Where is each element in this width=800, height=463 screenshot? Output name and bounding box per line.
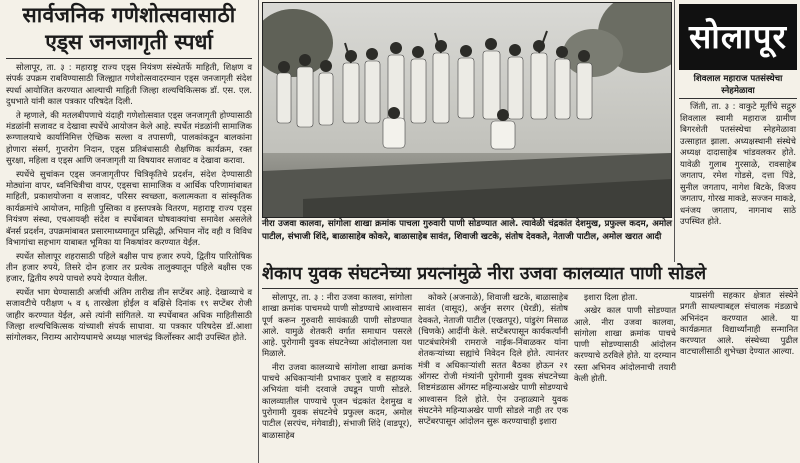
main-article-column-2 [418, 292, 568, 430]
paragraph: इशारा दिला होता. [584, 292, 638, 302]
paragraph: ते म्हणाले, की मतलबीपणाचे यंदाही गणेशोत्सवात एड्स जनजागृती होण्यासाठी मंडळांनी सजावट व देखावा स्पर्धेचे आयोजन केले आहे. स्पर्धेत मंडळांनी सामाजिक रूग्णालयाचे कार्यानिमित्त ऐच्छिक सल्ला व तपासणी, पालकांकडून बालकांना होणारा संसर्ग, गुप्तरोग निदान, एड्स प्रतिबंधासाठी शैक्षणिक कार्यक्रम, रक्त सुरक्षा, महिला व एड्स आणि जनजागृती या विषयावर सजावट व देखावा करावा. [6, 109, 252, 166]
right-article-headline: शिवलाल महाराज पतसंस्थेचा स्नेहमेळावा [679, 72, 797, 99]
photo-caption: नीरा उजवा कालवा, सांगोला शाखा क्रमांक पाचला गुरुवारी पाणी सोडण्यात आले. त्यावेळी चंद्रकांत देशमुख, प्रफुल्ल कदम, अमोल पाटील, संभाजी शिंदे, बाळासाहेब कोकरे, बाळासाहेब सावंत, शिवाजी खटके, संतोष देवकते, नेताजी पाटील, अमोल खरात आदी [262, 219, 672, 242]
main-article-column-3 [574, 292, 676, 386]
paragraph: कोकरे (अजनाळे), शिवाजी खटके, बाळासाहेब सावंत (वासूद), अर्जुन सरगर (घेरडी), संतोष देवकते, नेताजी पाटील (एखतपूर), पांडुरंग मिसाळ (चिणके) आदींनी केले. सप्टेंबरपासून कार्यकर्त्यांनी पाटबंधारेमंत्री रामराजे नाईक-निंबाळकर यांना शेतकऱ्यांच्या सह्यांचे निवेदन दिले होते. त्यानंतर मंत्री व अधिकाऱ्यांशी सतत बैठका होऊन २१ ऑगस्ट रोजी मंत्र्यांनी पुरोगामी युवक संघटनेच्या शिष्टमंडळास ऑगस्ट महिन्याअखेर पाणी सोडण्याचे आश्वासन दिले होते. ऐन उन्हाळ्याने युवक संघटनेने महिन्याअखेर पाणी सोडले नाही तर एक सप्टेंबरपासून आंदोलन सुरू करण्याचाही इशारा [418, 292, 568, 427]
paragraph: स्पर्धेत भाग घेण्यासाठी अर्जाची अंतिम तारीख तीन सप्टेंबर आहे. देखाव्याचे व सजावटीचे परीक्षण ५ व ६ तारखेला होईल व बक्षिसे दिनांक १९ सप्टेंबर रोजी जाहीर करण्यात येईल, असे त्यांनी सांगितले. या स्पर्धेबाबत अधिक माहितीसाठी जिल्हा शल्यचिकित्सक यांच्याशी संपर्क साधावा. या पत्रकार परिषदेस डॉ.आशा सांगोलकर, निराम्य आरोग्यधामचे अध्यक्ष भालचंद्र किर्लोस्कर आदी उपस्थित होते. [6, 286, 252, 343]
section-masthead: सोलापूर [679, 4, 797, 70]
left-article-subtitle: एड्स जनजागृती स्पर्धा [45, 30, 213, 54]
left-article [0, 0, 259, 463]
paragraph: याप्रसंगी सहकार क्षेत्रात संस्थेने प्रगती साधल्याबद्दल संचालक मंडळाचे अभिनंदन करण्यात आले. या कार्यक्रमात विद्यार्थ्यांनाही सन्मानित करण्यात आले. संस्थेच्या पुढील वाटचालीसाठी शुभेच्छा देण्यात आल्या. [680, 290, 798, 357]
paragraph: अखेर काल पाणी सोडण्यात आले. नीरा उजवा कालवा, सांगोला शाखा क्रमांक पाचचे पाणी सोडण्यासाठी आंदोलन करण्याचे ठरविले होते. या दरम्यान रस्ता अभिनव आंदोलनाची तयारी केली होती. [574, 305, 676, 384]
paragraph: स्पर्धेत सोलापूर शहरासाठी पहिले बक्षीस पाच हजार रुपये, द्वितीय पारितोषिक तीन हजार रुपये, तिसरे दोन हजार तर प्रत्येक तालुक्यातून पहिले बक्षीस एक हजार, द्वितीय रुपये पाचशे रुपये देण्यात येतील. [6, 250, 252, 284]
left-article-body [0, 62, 258, 344]
paragraph: स्पर्धेचे सुचांकन एड्स जनजागृतीपर चित्रिकृतिचे प्रदर्शन, संदेश देण्यासाठी मोठ्यांना वापर, ध्वनिचित्रीचा वापर, एड्सचा सामाजिक व आर्थिक परिणामांबाबत माहिती, प्रकाशयोजना व सजावट, परिसर स्वच्छता, कलात्मकता व सांस्कृतिक कार्यक्रमांचे आयोजन, माहिती पुस्तिका व हस्तपत्रके वितरण, महाराष्ट्र राज्य एड्स नियंत्रण संस्था, एचआयव्ही संदेश व स्पर्धेबाबत घोषवाक्यांचा समावेश असलेले बॅनर्स प्रदर्शन, उपक्रमांबाबत प्रसारमाध्यमातून प्रसिद्धी, अभियान नोंद वही व विविध विभागांचा सहभाग याबाबत भूमिका या निकषांवर करण्यात येईल. [6, 168, 252, 248]
right-article-body [675, 101, 800, 228]
divider [6, 58, 252, 59]
paragraph: सोलापूर, ता. ३ : महाराष्ट्र राज्य एड्स नियंत्रण संस्थेतर्फे माहिती, शिक्षण व संपर्क उपक्रम राबविण्यासाठी जिल्ह्यात गणेशोत्सवादरम्यान एड्स जनजागृती संदेश स्पर्धा आयोजित करण्यात आल्याची माहिती जिल्हा शल्यचिकित्सक डॉ. एस. एल. दुधभाते यांनी काल पत्रकार परिषदेत दिली. [6, 62, 252, 107]
right-article-continued [680, 290, 798, 360]
main-article-column-1 [262, 292, 412, 443]
crowd-photo-illustration [263, 3, 671, 217]
right-column [674, 0, 800, 262]
paragraph: सोलापूर, ता. ३ : नीरा उजवा कालवा, सांगोला शाखा क्रमांक पाचमध्ये पाणी सोडण्याचे आश्वासन पूर्ण करून गुरुवारी सायंकाळी पाणी सोडण्यात आले. यामुळे शेतकरी वर्गात समाधान पसरले आहे. पुरोगामी युवक संघटनेच्या आंदोलनाला यश मिळाले. [262, 292, 412, 359]
main-headline: शेकाप युवक संघटनेच्या प्रयत्नांमुळे नीरा उजवा कालव्यात पाणी सोडले [262, 262, 798, 289]
left-article-title: सार्वजनिक गणेशोत्सवासाठी [22, 3, 236, 27]
paragraph: नीरा उजवा कालव्याचे सांगोला शाखा क्रमांक पाचचे अधिकार्‍यांनी प्रभाकर पुजारे व सहाय्यक अभियंता यांनी दरवाजे उघडून पाणी सोडले. कालव्यातील पाण्याचे पूजन चंद्रकांत देशमुख व पुरोगामी युवक संघटनेचे प्रफुल्ल कदम, अमोल पाटील (सरपंच, मंगेवाडी), संभाजी शिंदे (वाडपूर), बाळासाहेब [262, 361, 412, 440]
news-photo [262, 2, 672, 218]
paragraph: जिंती, ता. ३ : वाकुटे मूर्तीचे सद्गुरु शिवलाल स्वामी महाराज ग्रामीण बिगरशेती पतसंस्थेचा स्नेहमेळावा उत्साहात झाला. अध्यक्षस्थानी संस्थेचे अध्यक्ष दादासाहेब भांडवलकर होते. यावेळी गुलाब गुरसाळे, रावसाहेब जगताप, रमेश गोडसे, दत्ता पिंडे, सुनील जगताप, नागेश बिटके, विजय जगताप, गोरख माकडे, सज्जन माकडे, धनंजय जगताप, नागनाथ साठे उपस्थित होते. [680, 101, 796, 226]
